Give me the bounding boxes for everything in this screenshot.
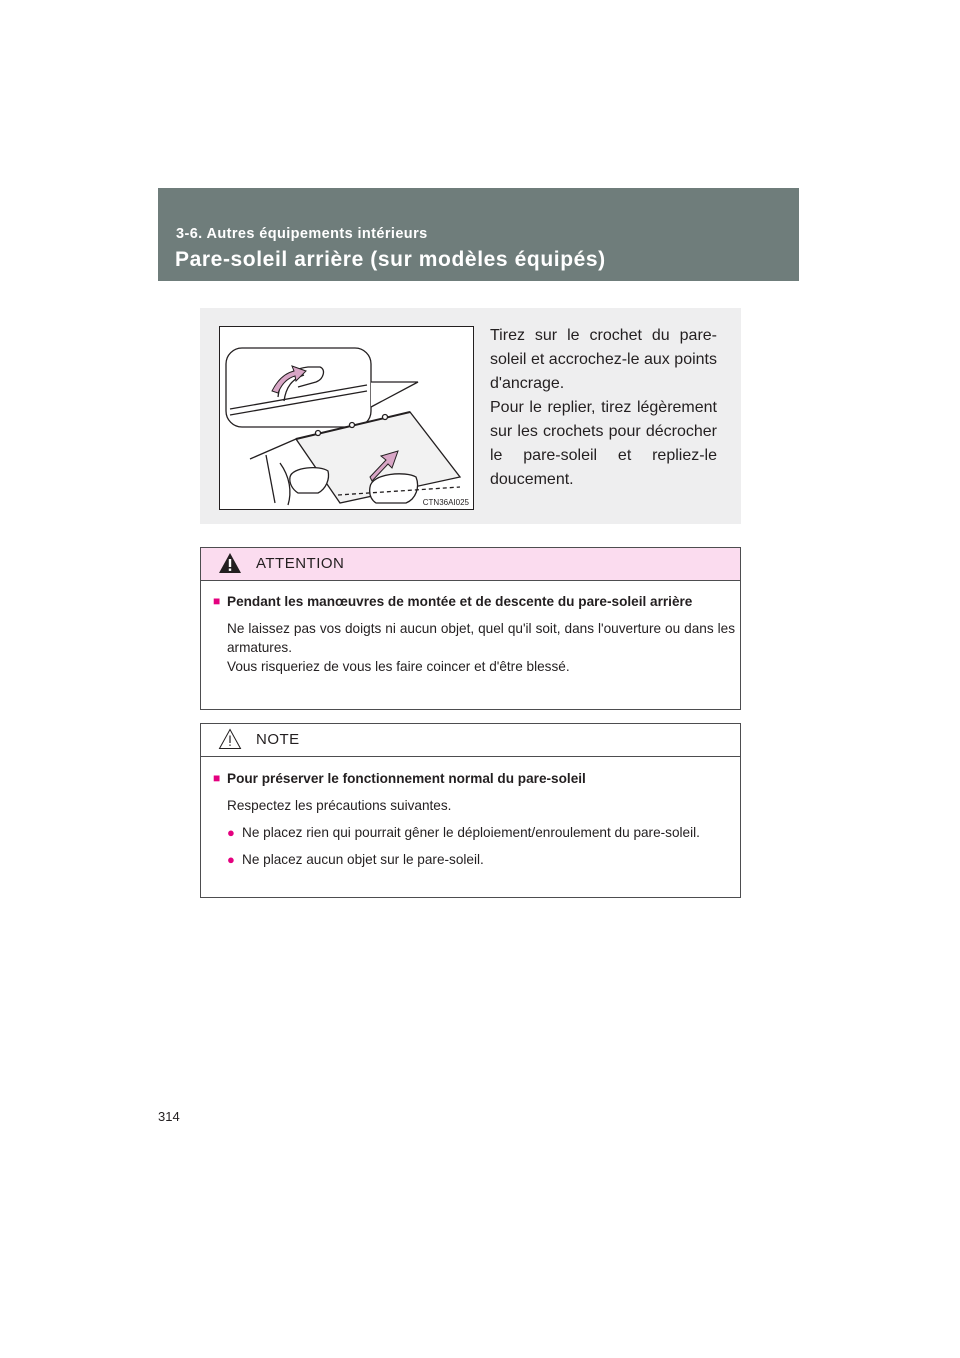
note-label: NOTE [256, 731, 300, 748]
attention-box [200, 547, 741, 710]
list-item [213, 850, 735, 869]
attention-heading-text: Pendant les manœuvres de montée et de descente du pare-soleil arrière [227, 594, 693, 609]
note-bullet-text: Ne placez aucun objet sur le pare-soleil. [242, 852, 484, 867]
page-header [158, 188, 799, 281]
attention-header [201, 548, 740, 581]
attention-label: ATTENTION [256, 555, 345, 572]
warning-triangle-icon [218, 552, 242, 574]
page-title: Pare-soleil arrière (sur modèles équipés) [175, 248, 606, 271]
square-bullet-icon: ■ [213, 771, 221, 785]
note-body [201, 757, 740, 869]
square-bullet-icon: ■ [213, 594, 221, 608]
figure-instructions [490, 324, 717, 492]
note-box [200, 723, 741, 898]
figure-code: CTN36AI025 [422, 498, 469, 507]
page-number: 314 [158, 1109, 180, 1124]
figure-panel [200, 308, 741, 524]
note-heading-text: Pour préserver le fonctionnement normal du pare-soleil [227, 771, 586, 786]
sunshade-drawing [220, 327, 473, 509]
note-intro: Respectez les précautions suivantes. [227, 798, 452, 813]
section-label: 3-6. Autres équipements intérieurs [176, 226, 428, 242]
attention-body [201, 581, 740, 676]
note-header [201, 724, 740, 757]
note-bullet-text: Ne placez rien qui pourrait gêner le déploiement/enroulement du pare-soleil. [242, 825, 700, 840]
sunshade-illustration [219, 326, 474, 510]
attention-text: Vous risqueriez de vous les faire coincer et d'être blessé. [227, 659, 570, 674]
instruction-text: Tirez sur le crochet du pare-soleil et accrochez-le aux points d'ancrage. [490, 327, 717, 392]
circle-bullet-icon: ● [227, 825, 235, 840]
note-heading [213, 769, 735, 788]
attention-heading [213, 592, 735, 611]
list-item [213, 823, 735, 842]
circle-bullet-icon: ● [227, 852, 235, 867]
instruction-text: Pour le replier, tirez légèrement sur les crochets pour décrocher le pare-soleil et repliez-le doucement. [490, 399, 717, 488]
caution-triangle-icon [218, 728, 242, 750]
attention-text: Ne laissez pas vos doigts ni aucun objet, quel qu'il soit, dans l'ouverture ou dans les armatures. [227, 621, 735, 655]
